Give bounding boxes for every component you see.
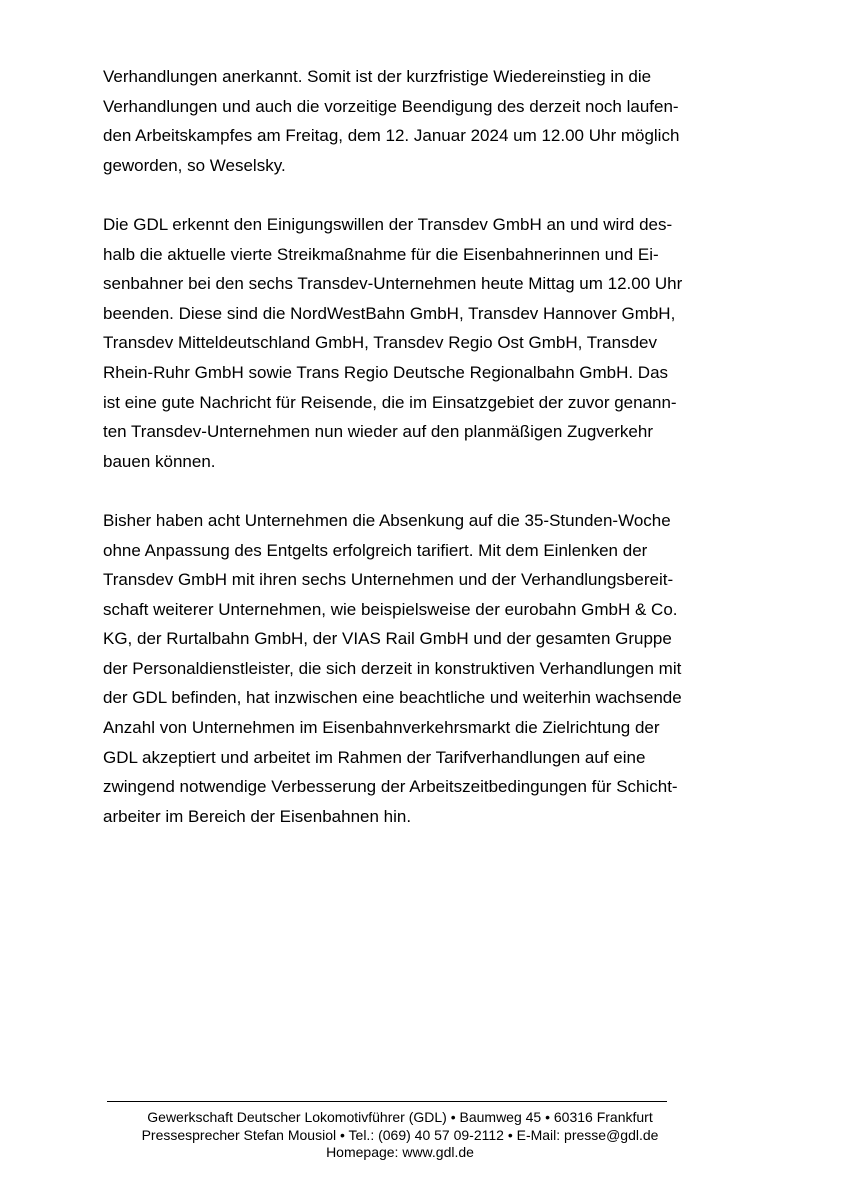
paragraph-spacer xyxy=(103,476,703,506)
text-line: zwingend notwendige Verbesserung der Arbeitszeitbedingungen für Schicht- xyxy=(103,777,678,797)
text-line: Verhandlungen und auch die vorzeitige Beendigung des derzeit noch laufen- xyxy=(103,96,679,116)
text-line: Transdev GmbH mit ihren sechs Unternehmen und der Verhandlungsbereit- xyxy=(103,570,674,590)
footer-contact-line: Pressesprecher Stefan Mousiol • Tel.: (069) 40 57 09-2112 • E-Mail: presse@gdl.de xyxy=(141,1126,659,1143)
text-line: schaft weiterer Unternehmen, wie beispielsweise der eurobahn GmbH & Co. xyxy=(103,599,678,619)
text-line: arbeiter im Bereich der Eisenbahnen hin. xyxy=(103,806,412,826)
text-line: Anzahl von Unternehmen im Eisenbahnverkehrsmarkt die Zielrichtung der xyxy=(103,718,660,738)
text-line: der GDL befinden, hat inzwischen eine beachtliche und weiterhin wachsende xyxy=(103,688,682,708)
paragraph-spacer xyxy=(103,180,703,210)
paragraph-2 xyxy=(103,210,703,476)
paragraph-3 xyxy=(103,506,703,832)
text-line: bauen können. xyxy=(103,451,216,471)
text-line: der Personaldienstleister, die sich derzeit in konstruktiven Verhandlungen mit xyxy=(103,658,682,678)
text-line: den Arbeitskampfes am Freitag, dem 12. Januar 2024 um 12.00 Uhr möglich xyxy=(103,126,680,146)
text-line: Die GDL erkennt den Einigungswillen der Transdev GmbH an und wird des- xyxy=(103,214,673,234)
text-line: halb die aktuelle vierte Streikmaßnahme für die Eisenbahnerinnen und Ei- xyxy=(103,244,659,264)
text-line: beenden. Diese sind die NordWestBahn GmbH, Transdev Hannover GmbH, xyxy=(103,303,676,323)
text-line: Bisher haben acht Unternehmen die Absenkung auf die 35-Stunden-Woche xyxy=(103,510,671,530)
text-line: Rhein-Ruhr GmbH sowie Trans Regio Deutsche Regionalbahn GmbH. Das xyxy=(103,362,669,382)
text-line: ist eine gute Nachricht für Reisende, die im Einsatzgebiet der zuvor genann- xyxy=(103,392,677,412)
footer-homepage-line: Homepage: www.gdl.de xyxy=(326,1144,474,1160)
text-line: KG, der Rurtalbahn GmbH, der VIAS Rail GmbH und der gesamten Gruppe xyxy=(103,629,672,649)
footer xyxy=(0,1109,800,1162)
text-line: Verhandlungen anerkannt. Somit ist der kurzfristige Wiedereinstieg in die xyxy=(103,67,652,86)
paragraph-1 xyxy=(103,62,703,180)
text-line: senbahner bei den sechs Transdev-Unternehmen heute Mittag um 12.00 Uhr xyxy=(103,274,683,294)
text-line: ten Transdev-Unternehmen nun wieder auf den planmäßigen Zugverkehr xyxy=(103,422,653,442)
text-line: ohne Anpassung des Entgelts erfolgreich tarifiert. Mit dem Einlenken der xyxy=(103,540,648,560)
text-line: GDL akzeptiert und arbeitet im Rahmen der Tarifverhandlungen auf eine xyxy=(103,747,646,767)
footer-divider xyxy=(107,1101,667,1102)
body-text xyxy=(103,62,703,831)
text-line: geworden, so Weselsky. xyxy=(103,155,286,175)
text-line: Transdev Mitteldeutschland GmbH, Transdev Regio Ost GmbH, Transdev xyxy=(103,333,657,353)
footer-organization-line: Gewerkschaft Deutscher Lokomotivführer (GDL) • Baumweg 45 • 60316 Frankfurt xyxy=(147,1109,653,1125)
